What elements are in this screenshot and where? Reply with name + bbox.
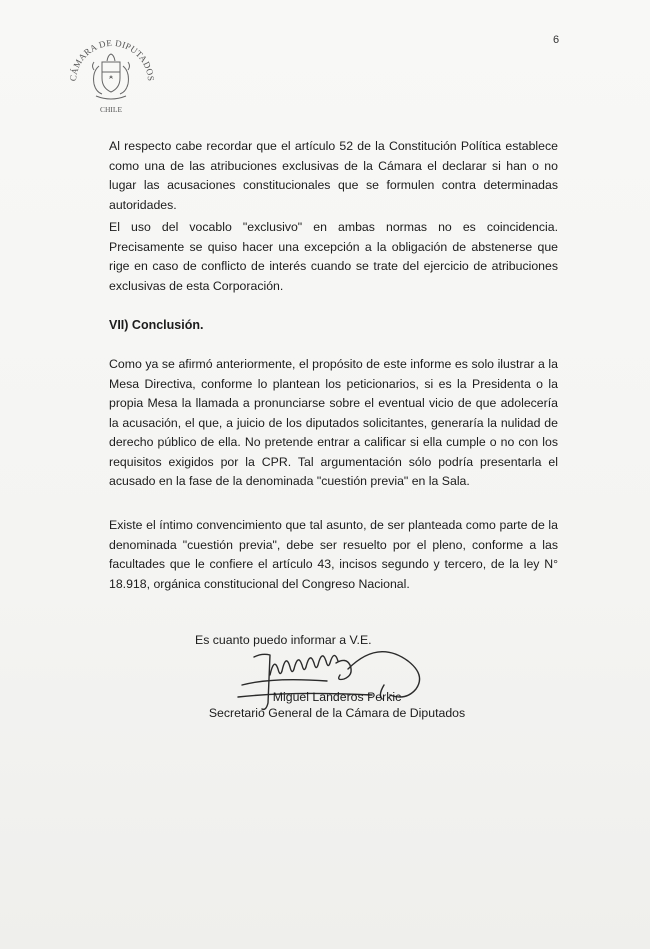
section-heading: VII) Conclusión. xyxy=(109,318,204,332)
signer-name: Miguel Landeros Perkic xyxy=(272,690,402,704)
paragraph-conclusion-conviction: Existe el íntimo convencimiento que tal asunto, de ser planteada como parte de la denominada "cuestión previa", debe ser resuelto por el pleno, conforme a las facultades que le confiere el artículo 43, incisos segundo y tercero, de la ley N° 18.918, orgánica constitucional del Congreso Nacional. xyxy=(109,518,558,591)
coat-of-arms-icon xyxy=(58,30,164,118)
closing-line: Es cuanto puedo informar a V.E. xyxy=(195,633,372,647)
paragraph-exclusive-term: El uso del vocablo "exclusivo" en ambas normas no es coincidencia. Precisamente se quiso hacer una excepción a la obligación de abstenerse que rige en caso de conflicto de interés cuando se trate del ejercicio de atribuciones exclusivas de esta Corporación. xyxy=(109,220,558,293)
seal-arc-text: CÁMARA DE DIPUTADOS xyxy=(67,37,157,82)
signer-block xyxy=(207,689,467,721)
paragraph-article-52: Al respecto cabe recordar que el artículo 52 de la Constitución Política establece como una de las atribuciones exclusivas de la Cámara el declarar si han o no lugar las acusaciones constitucionales que se formulen contra determinadas autoridades. xyxy=(109,139,558,212)
svg-text:CÁMARA DE DIPUTADOS xyxy=(68,38,156,82)
page-number: 6 xyxy=(553,34,560,46)
signer-title: Secretario General de la Cámara de Diputados xyxy=(208,706,466,720)
paragraph-conclusion-purpose: Como ya se afirmó anteriormente, el propósito de este informe es solo ilustrar a la Mesa Directiva, conforme lo plantean los peticionarios, si es la Presidenta o la propia Mesa la llamada a pronunciarse sobre el eventual vicio de que adolecería la acusación, el que, a juicio de los diputados solicitantes, generaría la nulidad de derecho público de ella. No pretende entrar a calificar si ella cumple o no con los requisitos exigidos por la CPR. Tal argumentación sólo podría presentarla el acusado en la fase de la denominada "cuestión previa" en la Sala. xyxy=(109,357,558,488)
seal-bottom-text: CHILE xyxy=(99,105,123,114)
